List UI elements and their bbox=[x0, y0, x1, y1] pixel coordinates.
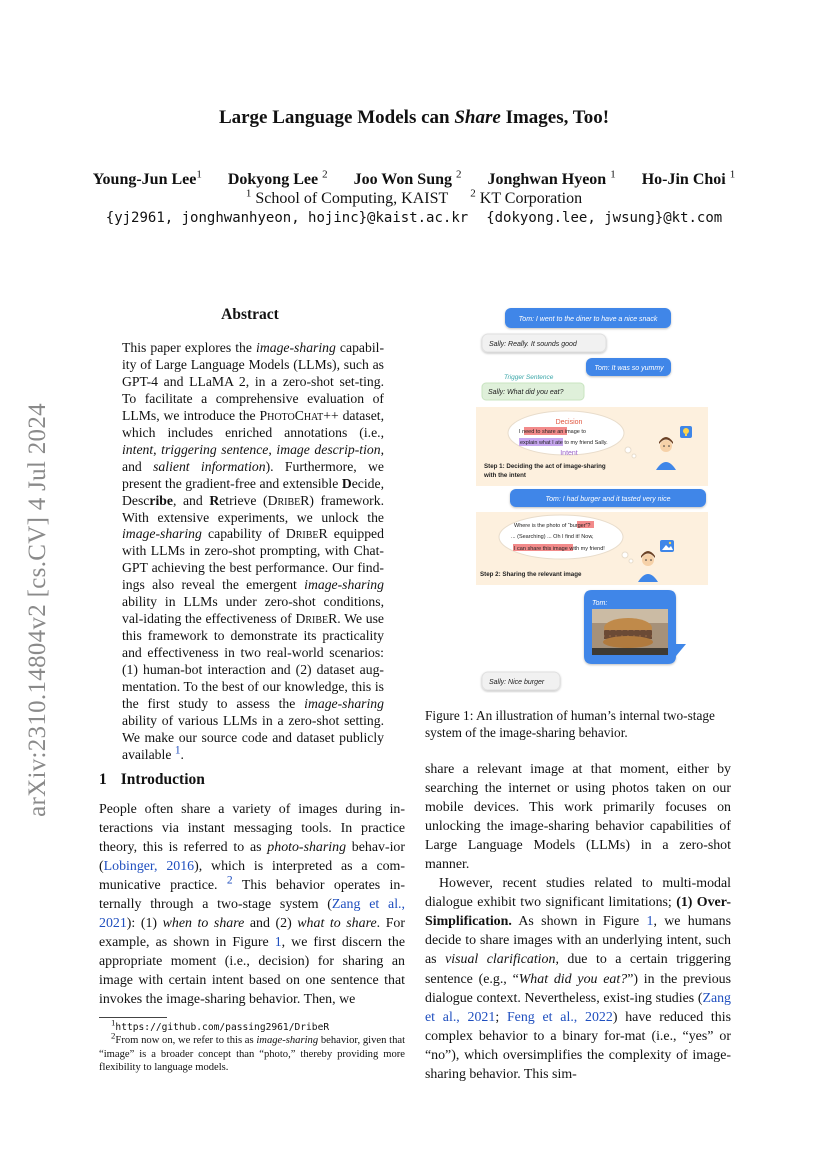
figure-1 bbox=[476, 298, 708, 693]
introduction-right-column bbox=[425, 760, 731, 1084]
footnote-divider bbox=[99, 1017, 167, 1018]
email-group: {dokyong.lee, jwsung}@kt.com bbox=[486, 210, 723, 226]
affiliation-name: School of Computing, KAIST bbox=[255, 190, 449, 207]
paragraph: share a relevant image at that moment, either by searching the internet or using photos taken on our mobile devices. This work primarily focuses on unlocking the image-sharing behavior capabilities of Large Language Models (LLMs) in a zero-shot manner. bbox=[425, 762, 731, 873]
thought-dot bbox=[629, 559, 633, 563]
introduction-left-column bbox=[99, 800, 405, 1010]
author-name: Ho-Jin Choi bbox=[641, 171, 726, 188]
citation-link[interactable]: Zang et al., 2021 bbox=[425, 990, 731, 1025]
author-name: Young-Jun Lee bbox=[92, 171, 197, 188]
chat-message: Sally: Nice burger bbox=[489, 679, 545, 686]
thought-dot bbox=[632, 454, 636, 458]
author bbox=[92, 168, 202, 188]
image-icon bbox=[660, 540, 674, 552]
citation-link[interactable]: Zang et al., 2021 bbox=[99, 897, 405, 932]
arxiv-stamp bbox=[18, 380, 58, 840]
affiliation-marker: 2 bbox=[322, 168, 328, 181]
step-2-label: Step 2: Sharing the relevant image bbox=[480, 571, 582, 578]
abstract-text: This paper explores the image-sharing capabil-ity of Large Language Models (LLMs), such as GPT-4 and LLaMA 2, in a zero-shot set-ting. To facilitate a comprehensive evaluation of LLMs, we introduce the PhotoChat++ dataset, which includes enriched annotations (i.e., intent, triggering sentence, image descrip-tion, and salient information). Furthermore, we present the gradient-free and extensible Decide, Describe, and Retrieve (DribeR) framework. With extensive experiments, we unlock the image-sharing capability of DribeR equipped with LLMs in zero-shot prompting, with Chat-GPT achieving the best performance. Our find-ings also reveal the emergent image-sharing ability in LLMs under zero-shot conditions, val-idating the effectiveness of DribeR. We use this framework to demonstrate its practicality and effectiveness in two real-world scenarios: (1) human-bot interaction and (2) dataset aug-mentation. To the best of our knowledge, this is the first study to assess the image-sharing ability of various LLMs in a zero-shot setting. We make our source code and dataset publicly available $^1$. bbox=[122, 340, 385, 762]
footnote-2: $^2$From now on, we refer to this as image-sharing behavior, given that “image” is a broader concept than “photo,” thereby providing more flexibility to language models. bbox=[99, 1030, 406, 1074]
author-list bbox=[0, 168, 828, 189]
author bbox=[641, 168, 736, 188]
burger-photo bbox=[592, 609, 668, 655]
chat-message: Sally: Really. It sounds good bbox=[489, 341, 577, 348]
chat-message: Tom: It was so yummy bbox=[594, 365, 664, 372]
decision-label: Decision bbox=[555, 419, 583, 426]
section-number: 1 bbox=[99, 771, 107, 788]
abstract-heading: Abstract bbox=[221, 306, 279, 323]
citation-link[interactable]: Feng et al., 2022 bbox=[506, 1009, 613, 1025]
affiliation-marker: 2 bbox=[470, 187, 476, 200]
footnote-url[interactable]: https://github.com/passing2961/DribeR bbox=[115, 1022, 330, 1033]
thought-text: I need to share an image to bbox=[519, 429, 586, 435]
intent-label: Intent bbox=[560, 450, 578, 457]
author-name: Jonghwan Hyeon bbox=[487, 171, 607, 188]
thought-text: explain what I ate to my friend Sally. bbox=[520, 440, 608, 446]
author bbox=[353, 168, 462, 188]
affiliation-name: KT Corporation bbox=[479, 190, 583, 207]
citation-link[interactable]: Lobinger, 2016 bbox=[103, 859, 195, 875]
title-text: Images, Too! bbox=[500, 107, 610, 128]
email-group: {yj2961, jonghwanhyeon, hojinc}@kaist.ac.kr bbox=[105, 210, 469, 226]
paragraph: However, recent studies related to multi-modal dialogue exhibit two significant limitations; (1) Over-Simplification. As shown in Figure 1, we humans decide to share images with an underlying intent, such as visual clarification, due to a certain triggering sentence (e.g., “What did you eat?”) in the previous dialogue context. Nevertheless, exist-ing studies (Zang et al., 2021; Feng et al., 2022) have reduced this complex behavior to a binary for-mat (i.e., “yes” or “no”), which oversimplifies the complexity of image-sharing behavior. This sim- bbox=[425, 876, 731, 1082]
title-text: Large Language Models can bbox=[218, 107, 455, 128]
thought-text: ... (Searching) ... Oh I find it! Now, bbox=[511, 534, 594, 540]
affiliation-marker: 2 bbox=[456, 168, 462, 181]
affiliation-marker: 1 bbox=[245, 187, 252, 200]
chat-message: Sally: What did you eat? bbox=[488, 389, 564, 396]
step-1-label: Step 1: Deciding the act of image-sharing with the intent bbox=[484, 463, 606, 479]
footnote-link[interactable]: 2 bbox=[226, 873, 233, 887]
author-name: Joo Won Sung bbox=[353, 171, 452, 188]
footnotes bbox=[99, 1017, 406, 1075]
footnote-1: $^1$https://github.com/passing2961/DribeR bbox=[111, 1017, 330, 1033]
affiliation-marker: 1 bbox=[610, 168, 616, 181]
figure-link[interactable]: 1 bbox=[274, 935, 282, 951]
section-title: Introduction bbox=[120, 771, 205, 788]
trigger-label: Trigger Sentence bbox=[504, 374, 554, 381]
chat-message: Tom: bbox=[592, 600, 608, 607]
figure-caption: Figure 1: An illustration of human’s internal two-stage system of the image-sharing behavior. bbox=[425, 708, 715, 740]
thought-dot bbox=[622, 552, 628, 558]
affiliation-marker: 1 bbox=[729, 168, 736, 181]
chat-message: Tom: I had burger and it tasted very nice bbox=[545, 496, 671, 503]
title-emphasis: Share bbox=[454, 107, 501, 128]
lightbulb-icon bbox=[680, 426, 692, 438]
thought-dot bbox=[625, 447, 631, 453]
affiliation-marker: 1 bbox=[196, 168, 202, 181]
section-heading-introduction bbox=[99, 771, 205, 789]
footnote-link[interactable]: 1 bbox=[174, 744, 181, 757]
author bbox=[487, 168, 616, 188]
figure-link[interactable]: 1 bbox=[646, 914, 654, 930]
author bbox=[227, 168, 328, 188]
thought-text: Where is the photo of “burger”? bbox=[514, 523, 591, 529]
author-emails bbox=[0, 210, 828, 226]
affiliations bbox=[0, 187, 828, 208]
paragraph: People often share a variety of images during in-teractions via instant messaging tools. In practice theory, this is referred to as photo-sharing behav-ior (Lobinger, 2016), which is interpreted as a com-municative practice. $^2$ This behavior operates in-ternally through a two-stage system (Zang et al., 2021): (1) when to share and (2) what to share. For example, as shown in Figure 1, we first discern the appropriate moment (i.e., decision) for sharing an image with certain intent based on one sentence that invokes the image-sharing behavior. Then, we bbox=[99, 802, 406, 1008]
paper-title bbox=[0, 107, 828, 129]
arxiv-identifier: arXiv:2310.14804v2 [cs.CV] 4 Jul 2024 bbox=[24, 403, 52, 817]
thought-text: I can share this image with my friend! bbox=[514, 546, 605, 552]
chat-message: Tom: I went to the diner to have a nice snack bbox=[518, 316, 658, 323]
author-name: Dokyong Lee bbox=[227, 171, 319, 188]
